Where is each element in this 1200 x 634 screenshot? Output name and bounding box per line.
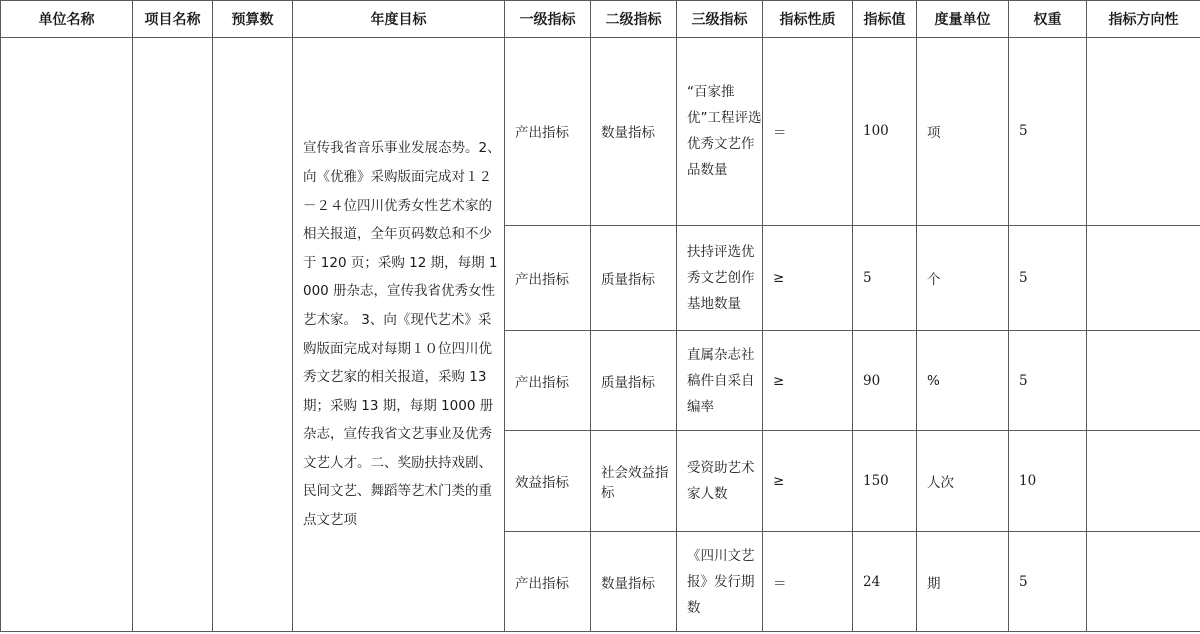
unit-cell: 个 bbox=[917, 225, 1009, 331]
header-project-name: 项目名称 bbox=[133, 1, 213, 38]
value-cell: 24 bbox=[853, 532, 917, 632]
project-name-cell bbox=[133, 38, 213, 632]
weight-cell: 5 bbox=[1009, 331, 1087, 431]
level3-cell: “百家推优”工程评选优秀文艺作品数量 bbox=[677, 38, 763, 226]
header-level3: 三级指标 bbox=[677, 1, 763, 38]
level2-cell: 数量指标 bbox=[591, 38, 677, 226]
level1-cell: 产出指标 bbox=[505, 331, 591, 431]
level1-cell: 效益指标 bbox=[505, 430, 591, 532]
level2-cell: 社会效益指标 bbox=[591, 430, 677, 532]
unit-cell: 期 bbox=[917, 532, 1009, 632]
level1-cell: 产出指标 bbox=[505, 532, 591, 632]
table-row bbox=[1, 38, 1200, 226]
level2-cell: 数量指标 bbox=[591, 532, 677, 632]
header-annual-goal: 年度目标 bbox=[293, 1, 505, 38]
unit-cell: % bbox=[917, 331, 1009, 431]
direction-cell bbox=[1087, 532, 1200, 632]
nature-cell: ＝ bbox=[763, 532, 853, 632]
level1-cell: 产出指标 bbox=[505, 225, 591, 331]
value-cell: 5 bbox=[853, 225, 917, 331]
nature-cell: ≥ bbox=[763, 430, 853, 532]
header-direction: 指标方向性 bbox=[1087, 1, 1200, 38]
value-cell: 90 bbox=[853, 331, 917, 431]
unit-cell: 人次 bbox=[917, 430, 1009, 532]
header-level1: 一级指标 bbox=[505, 1, 591, 38]
nature-cell: ＝ bbox=[763, 38, 853, 226]
value-cell: 150 bbox=[853, 430, 917, 532]
weight-cell: 5 bbox=[1009, 225, 1087, 331]
unit-cell: 项 bbox=[917, 38, 1009, 226]
direction-cell bbox=[1087, 331, 1200, 431]
level2-cell: 质量指标 bbox=[591, 225, 677, 331]
header-weight: 权重 bbox=[1009, 1, 1087, 38]
level3-cell: 受资助艺术家人数 bbox=[677, 430, 763, 532]
budget-cell bbox=[213, 38, 293, 632]
nature-cell: ≥ bbox=[763, 225, 853, 331]
header-budget: 预算数 bbox=[213, 1, 293, 38]
value-cell: 100 bbox=[853, 38, 917, 226]
level2-cell: 质量指标 bbox=[591, 331, 677, 431]
direction-cell bbox=[1087, 225, 1200, 331]
unit-name-cell bbox=[1, 38, 133, 632]
header-unit: 度量单位 bbox=[917, 1, 1009, 38]
weight-cell: 5 bbox=[1009, 532, 1087, 632]
direction-cell bbox=[1087, 430, 1200, 532]
header-nature: 指标性质 bbox=[763, 1, 853, 38]
header-row bbox=[1, 1, 1200, 38]
weight-cell: 5 bbox=[1009, 38, 1087, 226]
header-value: 指标值 bbox=[853, 1, 917, 38]
level3-cell: 《四川文艺报》发行期数 bbox=[677, 532, 763, 632]
level3-cell: 扶持评选优秀文艺创作基地数量 bbox=[677, 225, 763, 331]
header-unit-name: 单位名称 bbox=[1, 1, 133, 38]
nature-cell: ≥ bbox=[763, 331, 853, 431]
direction-cell bbox=[1087, 38, 1200, 226]
weight-cell: 10 bbox=[1009, 430, 1087, 532]
level3-cell: 直属杂志社稿件自采自编率 bbox=[677, 331, 763, 431]
level1-cell: 产出指标 bbox=[505, 38, 591, 226]
header-level2: 二级指标 bbox=[591, 1, 677, 38]
annual-goal-cell: 宣传我省音乐事业发展态势。2、向《优雅》采购版面完成对１２－２４位四川优秀女性艺术家的相关报道，全年页码数总和不少于 120 页；采购 12 期，每期 1000 册杂志，宣传我省优秀女性艺术家。 3、向《现代艺术》采购版面完成对每期１０位四川优秀文艺家的相关报道，采购 13 期；采购 13 期，每期 1000 册杂志，宣传我省文艺事业及优秀文艺人才。二、奖励扶持戏剧、民间文艺、舞蹈等艺术门类的重点文艺项 bbox=[293, 38, 505, 632]
